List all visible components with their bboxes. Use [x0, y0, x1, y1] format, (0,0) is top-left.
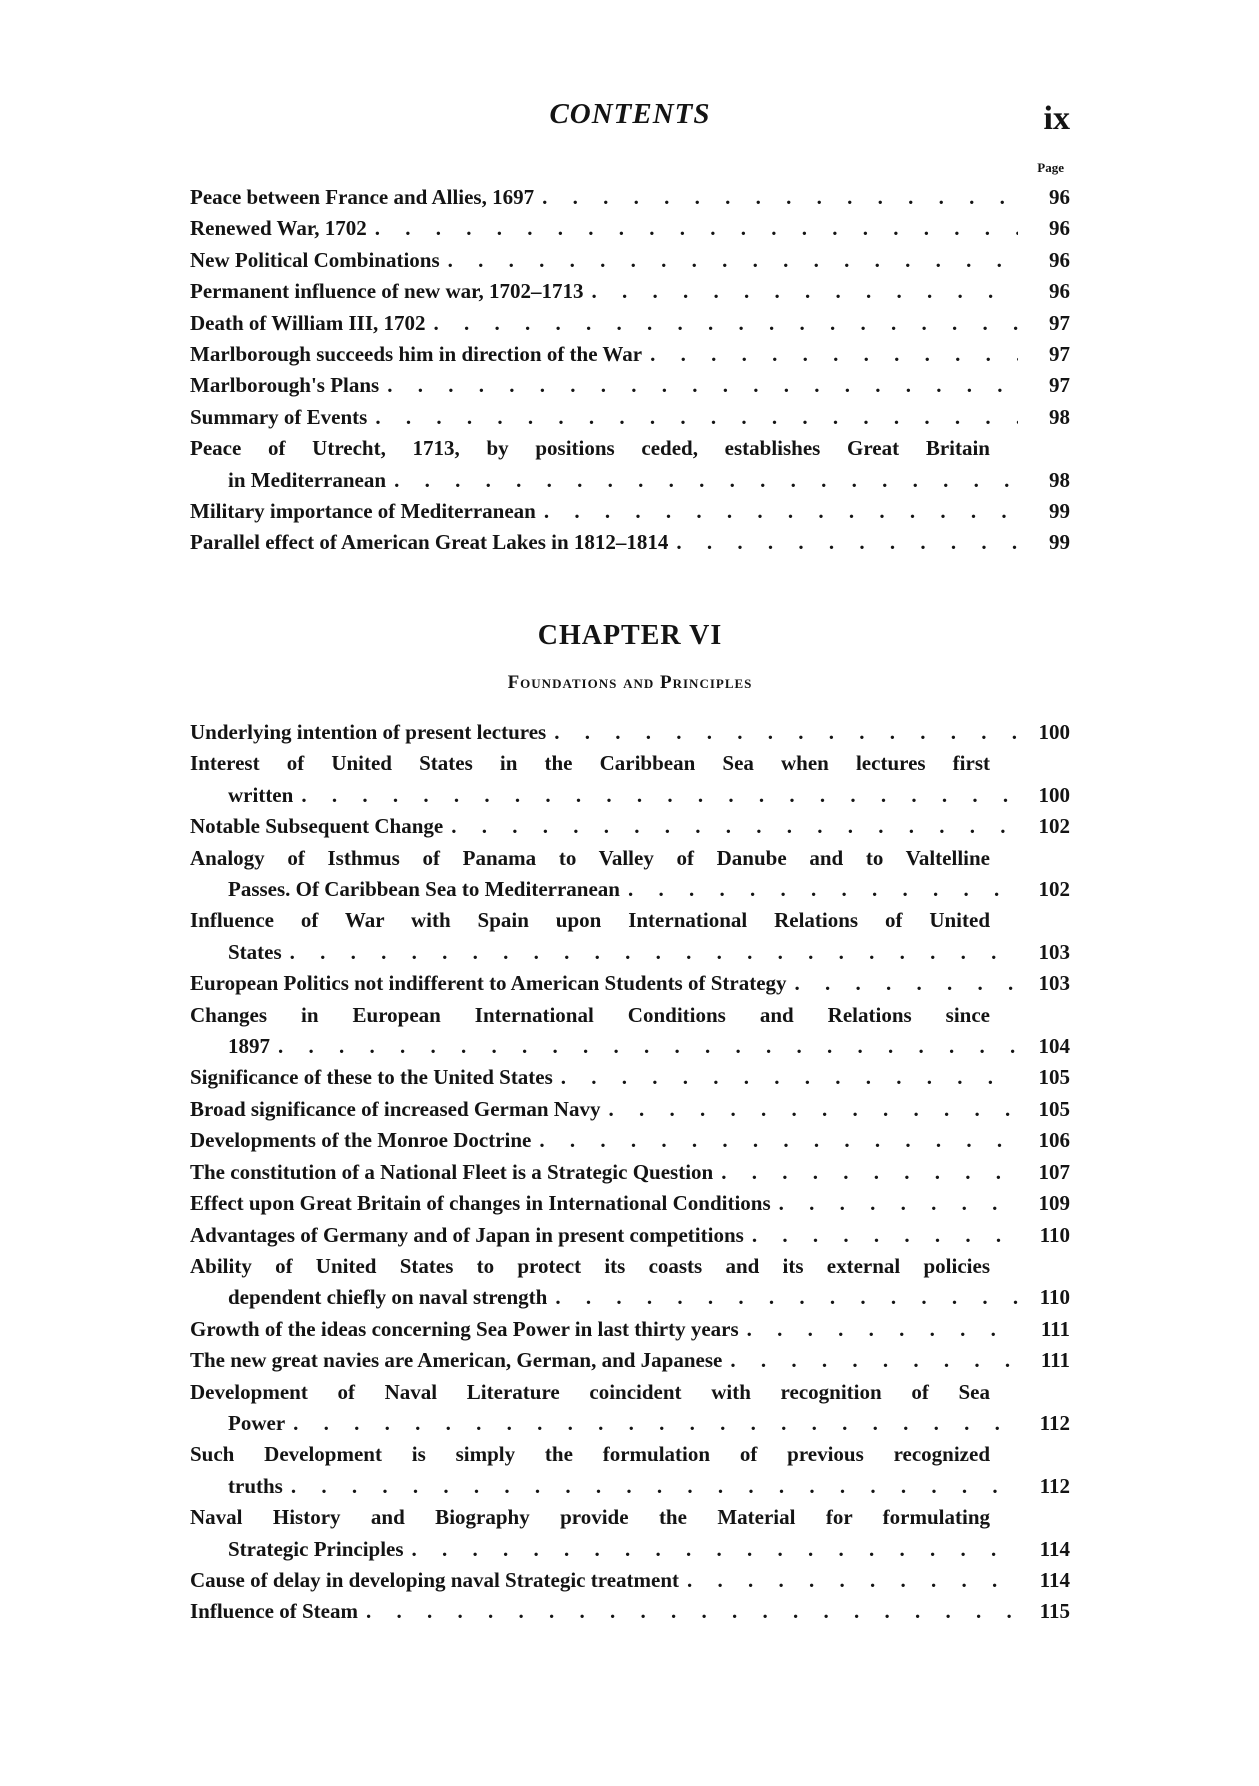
toc-entry — [190, 1345, 1070, 1376]
toc-page-number: 105 — [1038, 1096, 1070, 1121]
contents-list-chapter-v — [190, 182, 1070, 559]
toc-entry-row — [190, 968, 1070, 999]
toc-page-number: 109 — [1038, 1191, 1070, 1216]
toc-page-number: 99 — [1049, 499, 1070, 524]
toc-entry — [190, 308, 1070, 339]
toc-page-number: 97 — [1049, 342, 1070, 367]
toc-entry-text: Growth of the ideas concerning Sea Power in last thirty years — [190, 1316, 739, 1341]
toc-entry-row — [190, 717, 1070, 748]
toc-entry-text: Underlying intention of present lectures — [190, 720, 547, 744]
toc-entry-row — [190, 1220, 1070, 1251]
toc-page-number: 110 — [1039, 1222, 1070, 1247]
toc-entry-row — [190, 1565, 1070, 1596]
dot-leader — [687, 1565, 1018, 1596]
toc-page-number: 96 — [1049, 247, 1070, 272]
dot-leader — [779, 1188, 1018, 1219]
toc-entry — [190, 245, 1070, 276]
toc-entry-continuation: Power — [228, 1410, 286, 1435]
toc-entry-row — [190, 182, 1070, 213]
toc-entry — [190, 433, 1070, 496]
toc-page-number: 100 — [1038, 720, 1070, 744]
dot-leader — [747, 1314, 1018, 1345]
toc-page-number: 114 — [1039, 1567, 1070, 1592]
dot-leader — [301, 780, 1018, 811]
toc-entry-row — [190, 937, 1070, 968]
dot-leader — [375, 213, 1018, 244]
dot-leader — [730, 1345, 1018, 1376]
toc-entry-row — [190, 245, 1070, 276]
dot-leader — [542, 182, 1018, 213]
toc-entry-row — [190, 1471, 1070, 1502]
contents-list-chapter-vi — [190, 717, 1070, 1628]
dot-leader — [544, 496, 1018, 527]
toc-entry-row — [190, 213, 1070, 244]
toc-entry-text: Changes in European International Conditions and Relations since — [190, 1002, 990, 1027]
toc-entry-row — [190, 1125, 1070, 1156]
toc-page-number: 98 — [1049, 467, 1070, 492]
toc-entry-continuation: dependent chiefly on naval strength — [228, 1285, 548, 1310]
toc-entry-text: The constitution of a National Fleet is a Strategic Question — [190, 1159, 714, 1184]
toc-entry-row — [190, 370, 1070, 401]
toc-entry-row — [190, 811, 1070, 842]
toc-entry-row — [190, 496, 1070, 527]
toc-entry — [190, 339, 1070, 370]
toc-entry-row — [190, 1534, 1070, 1565]
dot-leader — [676, 527, 1018, 558]
toc-entry — [190, 748, 1070, 811]
dot-leader — [561, 1062, 1018, 1093]
toc-entry-text: Broad significance of increased German Navy — [190, 1096, 601, 1121]
toc-entry — [190, 1157, 1070, 1188]
toc-entry-text: Renewed War, 1702 — [190, 216, 367, 241]
toc-page-number: 115 — [1039, 1599, 1070, 1624]
toc-entry-row — [190, 465, 1070, 496]
toc-page-number: 111 — [1040, 1316, 1070, 1341]
running-head — [190, 98, 1070, 138]
toc-page-number: 97 — [1049, 373, 1070, 398]
toc-page-number: 103 — [1038, 971, 1070, 996]
toc-entry — [190, 717, 1070, 748]
toc-entry-text: Peace between France and Allies, 1697 — [190, 185, 535, 209]
toc-entry-row — [190, 1314, 1070, 1345]
toc-entry-row — [190, 339, 1070, 370]
dot-leader — [412, 1534, 1018, 1565]
toc-entry-text: Interest of United States in the Caribbean Sea when lectures first — [190, 751, 990, 776]
dot-leader — [394, 465, 1018, 496]
toc-page-number: 98 — [1049, 404, 1070, 429]
toc-entry — [190, 1125, 1070, 1156]
toc-entry — [190, 1502, 1070, 1565]
toc-entry — [190, 811, 1070, 842]
toc-page-number: 97 — [1049, 310, 1070, 335]
toc-entry-text: Naval History and Biography provide the Material for formulating — [190, 1505, 990, 1530]
toc-entry-continuation: 1897 — [228, 1034, 270, 1059]
dot-leader — [451, 811, 1018, 842]
toc-page-number: 102 — [1038, 814, 1070, 839]
toc-entry-text: Military importance of Mediterranean — [190, 499, 536, 524]
dot-leader — [434, 308, 1019, 339]
dot-leader — [539, 1125, 1018, 1156]
toc-page-number: 104 — [1038, 1034, 1070, 1059]
toc-entry-continuation: Strategic Principles — [228, 1536, 404, 1561]
toc-entry-row — [190, 1408, 1070, 1439]
toc-entry-text: The new great navies are American, German, and Japanese — [190, 1348, 723, 1373]
toc-entry-text: Such Development is simply the formulation of previous recognized — [190, 1442, 990, 1467]
toc-entry-text: Summary of Events — [190, 404, 368, 429]
toc-page-number: 96 — [1049, 216, 1070, 241]
toc-entry — [190, 1188, 1070, 1219]
toc-entry-text: Ability of United States to protect its coasts and its external policies — [190, 1253, 990, 1278]
dot-leader — [650, 339, 1018, 370]
toc-entry — [190, 1251, 1070, 1314]
toc-entry-text: Marlborough's Plans — [190, 373, 380, 398]
toc-entry — [190, 182, 1070, 213]
page-number: ix — [1043, 100, 1070, 137]
toc-entry-text: European Politics not indifferent to American Students of Strategy — [190, 971, 787, 996]
toc-entry-row — [190, 874, 1070, 905]
toc-entry-text: Influence of War with Spain upon International Relations of United — [190, 908, 990, 933]
dot-leader — [375, 402, 1018, 433]
toc-entry — [190, 1596, 1070, 1627]
toc-entry — [190, 968, 1070, 999]
toc-entry — [190, 402, 1070, 433]
dot-leader — [366, 1596, 1018, 1627]
dot-leader — [592, 276, 1018, 307]
toc-entry — [190, 1377, 1070, 1440]
toc-entry-text: Death of William III, 1702 — [190, 310, 426, 335]
toc-page-number: 114 — [1039, 1536, 1070, 1561]
toc-page-number: 112 — [1039, 1473, 1070, 1498]
dot-leader — [608, 1094, 1018, 1125]
toc-page-number: 105 — [1038, 1065, 1070, 1090]
toc-page-number: 99 — [1049, 530, 1070, 555]
dot-leader — [278, 1031, 1018, 1062]
toc-entry-row — [190, 1282, 1070, 1313]
toc-entry-row — [190, 1031, 1070, 1062]
toc-entry-text: New Political Combinations — [190, 247, 440, 272]
toc-page-number: 112 — [1039, 1410, 1070, 1435]
toc-entry — [190, 496, 1070, 527]
toc-entry-text: Advantages of Germany and of Japan in present competitions — [190, 1222, 744, 1247]
dot-leader — [293, 1408, 1018, 1439]
dot-leader — [387, 370, 1018, 401]
toc-page-number: 96 — [1049, 185, 1070, 209]
chapter-heading: CHAPTER VI — [537, 620, 723, 651]
toc-page-number: 102 — [1038, 877, 1070, 902]
toc-entry — [190, 527, 1070, 558]
toc-entry-row — [190, 308, 1070, 339]
toc-page-number: 96 — [1049, 279, 1070, 304]
toc-entry-continuation: Passes. Of Caribbean Sea to Mediterranean — [228, 877, 620, 902]
toc-entry-row — [190, 1596, 1070, 1627]
toc-entry — [190, 276, 1070, 307]
toc-entry — [190, 1314, 1070, 1345]
toc-entry — [190, 1565, 1070, 1596]
dot-leader — [554, 717, 1018, 748]
toc-entry — [190, 1439, 1070, 1502]
dot-leader — [555, 1282, 1018, 1313]
toc-entry-row — [190, 1094, 1070, 1125]
toc-entry-continuation: written — [228, 782, 294, 807]
toc-page-number: 111 — [1040, 1348, 1070, 1373]
toc-entry-row — [190, 1157, 1070, 1188]
page-column-label: Page — [1037, 160, 1064, 175]
toc-page-number: 103 — [1038, 939, 1070, 964]
toc-entry-text: Peace of Utrecht, 1713, by positions ceded, establishes Great Britain — [190, 436, 990, 461]
toc-entry-row — [190, 527, 1070, 558]
dot-leader — [448, 245, 1018, 276]
toc-entry-continuation: in Mediterranean — [228, 467, 387, 492]
toc-entry-text: Parallel effect of American Great Lakes in 1812–1814 — [190, 530, 669, 555]
toc-entry-text: Effect upon Great Britain of changes in International Conditions — [190, 1191, 771, 1216]
toc-entry — [190, 1220, 1070, 1251]
toc-page-number: 107 — [1038, 1159, 1070, 1184]
toc-entry-row — [190, 1345, 1070, 1376]
toc-entry-continuation: States — [228, 939, 282, 964]
toc-page-number: 106 — [1038, 1128, 1070, 1153]
toc-entry — [190, 905, 1070, 968]
toc-entry-text: Permanent influence of new war, 1702–1713 — [190, 279, 584, 304]
toc-entry-row — [190, 402, 1070, 433]
toc-entry-text: Cause of delay in developing naval Strategic treatment — [190, 1567, 679, 1592]
toc-entry-row — [190, 1062, 1070, 1093]
toc-entry-text: Analogy of Isthmus of Panama to Valley of Danube and to Valtelline — [190, 845, 990, 870]
toc-entry-continuation: truths — [228, 1473, 283, 1498]
chapter-subtitle: Foundations and Principles — [507, 672, 753, 693]
toc-entry-text: Marlborough succeeds him in direction of the War — [190, 342, 643, 367]
dot-leader — [628, 874, 1018, 905]
toc-entry-text: Developments of the Monroe Doctrine — [190, 1128, 532, 1153]
dot-leader — [795, 968, 1018, 999]
toc-page-number: 110 — [1039, 1285, 1070, 1310]
toc-entry — [190, 843, 1070, 906]
toc-entry — [190, 1094, 1070, 1125]
dot-leader — [721, 1157, 1018, 1188]
toc-entry-text: Development of Naval Literature coincident with recognition of Sea — [190, 1379, 990, 1404]
dot-leader — [752, 1220, 1018, 1251]
toc-entry-row — [190, 276, 1070, 307]
toc-entry — [190, 1062, 1070, 1093]
toc-entry-text: Influence of Steam — [190, 1599, 358, 1624]
dot-leader — [291, 1471, 1018, 1502]
dot-leader — [290, 937, 1018, 968]
toc-entry — [190, 370, 1070, 401]
toc-entry-text: Significance of these to the United States — [190, 1065, 553, 1090]
toc-page-number: 100 — [1038, 782, 1070, 807]
toc-entry — [190, 1000, 1070, 1063]
toc-entry-row — [190, 780, 1070, 811]
toc-entry-row — [190, 1188, 1070, 1219]
running-head-title: CONTENTS — [549, 98, 711, 130]
toc-entry — [190, 213, 1070, 244]
toc-entry-text: Notable Subsequent Change — [190, 814, 444, 839]
